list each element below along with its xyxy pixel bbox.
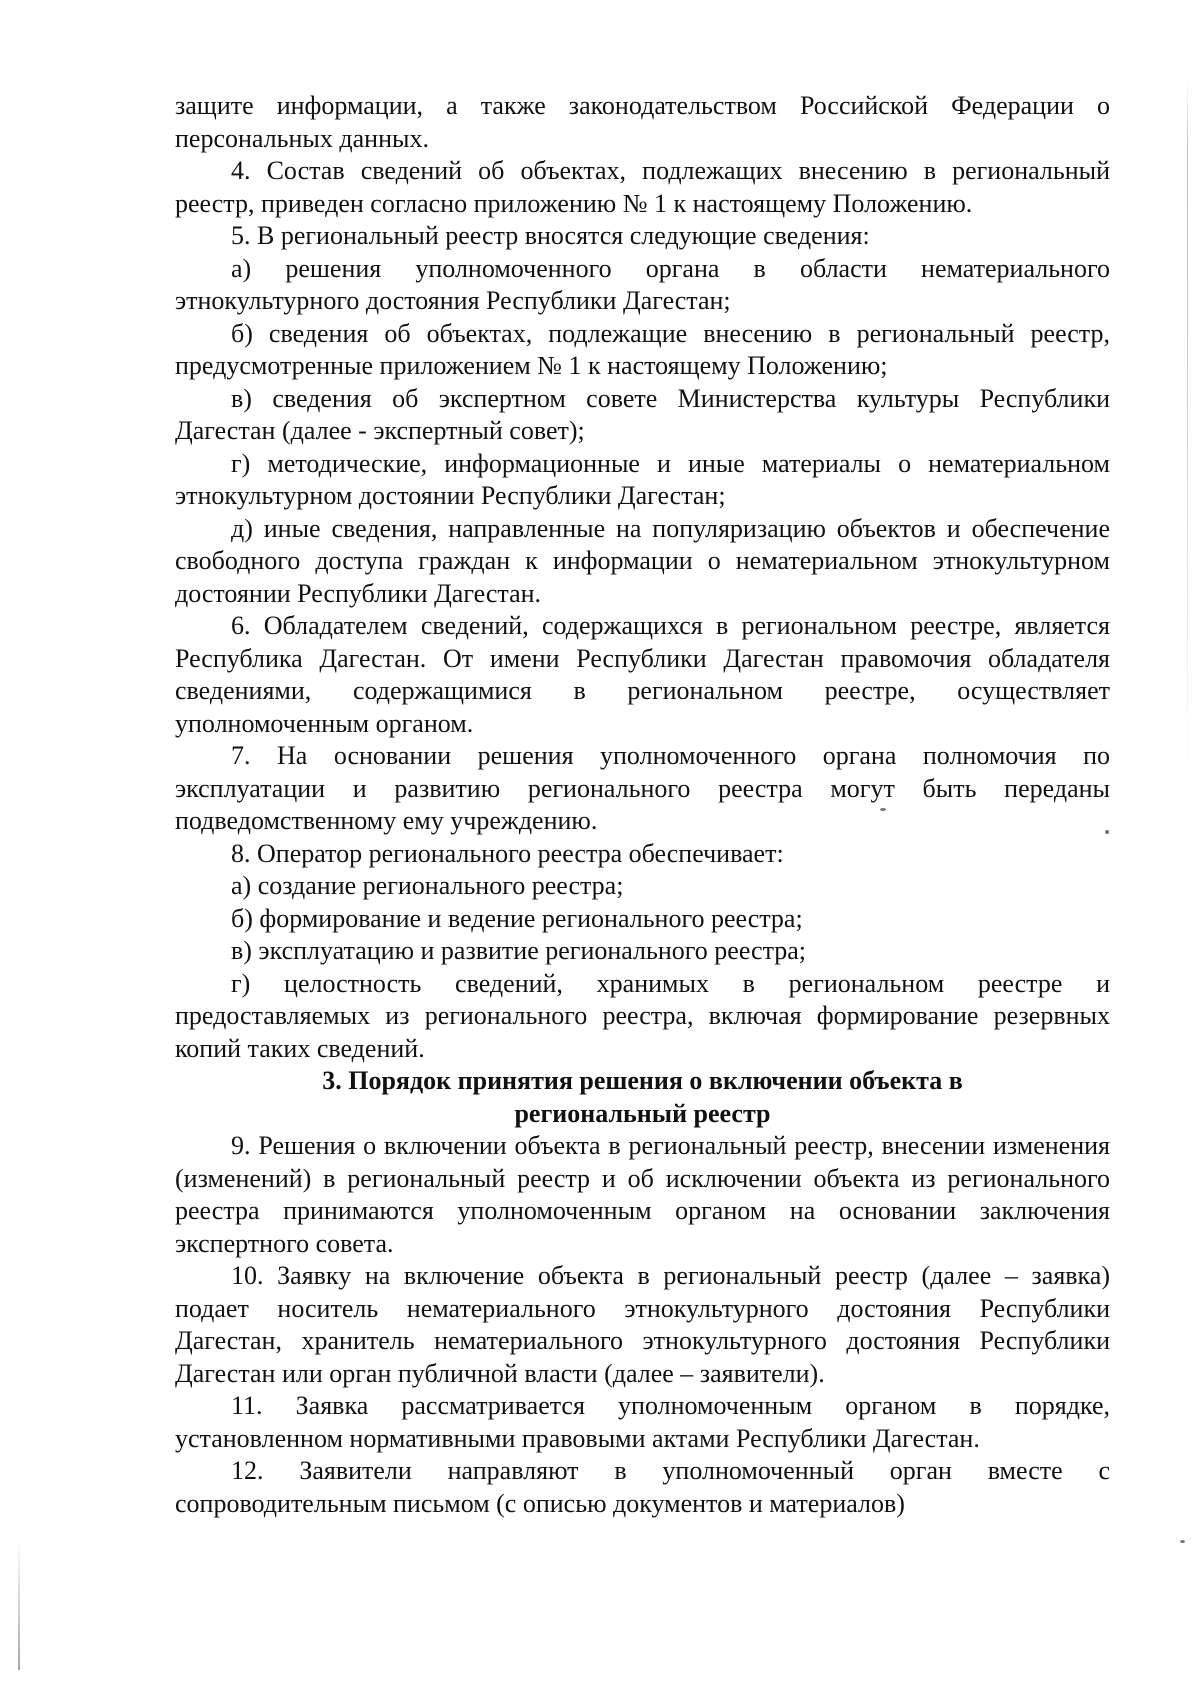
scan-speck bbox=[1180, 1540, 1185, 1543]
subparagraph-5g: г) методические, информационные и иные материалы о нематериальном этнокультурном достоянии Республики Дагестан; bbox=[175, 448, 1110, 510]
section-heading: 3. Порядок принятия решения о включении объекта в региональный реестр bbox=[322, 1066, 963, 1128]
subparagraph-5a: а) решения уполномоченного органа в области нематериального этнокультурного достояния Республики Дагестан; bbox=[175, 253, 1110, 315]
subparagraph-8b: б) формирование и ведение регионального реестра; bbox=[231, 903, 803, 933]
paragraph-item-5: 5. В региональный реестр вносятся следующие сведения: bbox=[231, 221, 870, 250]
paragraph-item-6: 6. Обладателем сведений, содержащихся в региональном реестре, является Республика Дагестан. От имени Республики Дагестан правомочия обладателя сведениями, содержащимися в региональном реестре, осуществляет уполномоченным органом. bbox=[175, 611, 1110, 738]
paragraph-item-10: 10. Заявку на включение объекта в региональный реестр (далее – заявка) подает носитель нематериального этнокультурного достояния Республики Дагестан, хранитель нематериального этнокультурного достояния Республики Дагестан или орган публичной власти (далее – заявители). bbox=[175, 1261, 1110, 1388]
paragraph-item-9: 9. Решения о включении объекта в региональный реестр, внесении изменения (изменений) в региональный реестр и об исключении объекта из регионального реестра принимаются уполномоченным органом на основании заключения экспертного совета. bbox=[175, 1131, 1110, 1258]
scan-edge-artifact-right bbox=[1187, 80, 1188, 780]
paragraph-item-7: 7. На основании решения уполномоченного органа полномочия по эксплуатации и развитию регионального реестра могут быть переданы подведомственному ему учреждению. bbox=[175, 741, 1110, 835]
subparagraph-8g: г) целостность сведений, хранимых в региональном реестре и предоставляемых из регионального реестра, включая формирование резервных копий таких сведений. bbox=[175, 968, 1110, 1063]
subparagraph-8a: а) создание регионального реестра; bbox=[231, 871, 624, 900]
scan-edge-artifact-left bbox=[18, 1540, 20, 1670]
paragraph-item-4: 4. Состав сведений об объектах, подлежащих внесению в региональный реестр, приведен согласно приложению № 1 к настоящему Положению. bbox=[175, 156, 1110, 218]
document-body bbox=[175, 90, 1110, 1520]
paragraph-item-11: 11. Заявка рассматривается уполномоченным органом в порядке, установленном нормативными правовыми актами Республики Дагестан. bbox=[175, 1391, 1110, 1453]
paragraph-continuation: защите информации, а также законодательством Российской Федерации о персональных данных. bbox=[175, 91, 1110, 153]
paragraph-item-12: 12. Заявители направляют в уполномоченный орган вместе с сопроводительным письмом (с описью документов и материалов) bbox=[175, 1456, 1110, 1518]
subparagraph-5b: б) сведения об объектах, подлежащие внесению в региональный реестр, предусмотренные приложением № 1 к настоящему Положению; bbox=[175, 318, 1110, 380]
scan-speck bbox=[1105, 830, 1109, 834]
scan-speck bbox=[880, 808, 886, 811]
subparagraph-5d: д) иные сведения, направленные на популяризацию объектов и обеспечение свободного доступа граждан к информации о нематериальном этнокультурном достоянии Республики Дагестан. bbox=[175, 513, 1110, 608]
subparagraph-5v: в) сведения об экспертном совете Министерства культуры Республики Дагестан (далее - экспертный совет); bbox=[175, 383, 1110, 445]
subparagraph-8v: в) эксплуатацию и развитие регионального реестра; bbox=[231, 936, 807, 965]
paragraph-item-8: 8. Оператор регионального реестра обеспечивает: bbox=[231, 838, 784, 868]
